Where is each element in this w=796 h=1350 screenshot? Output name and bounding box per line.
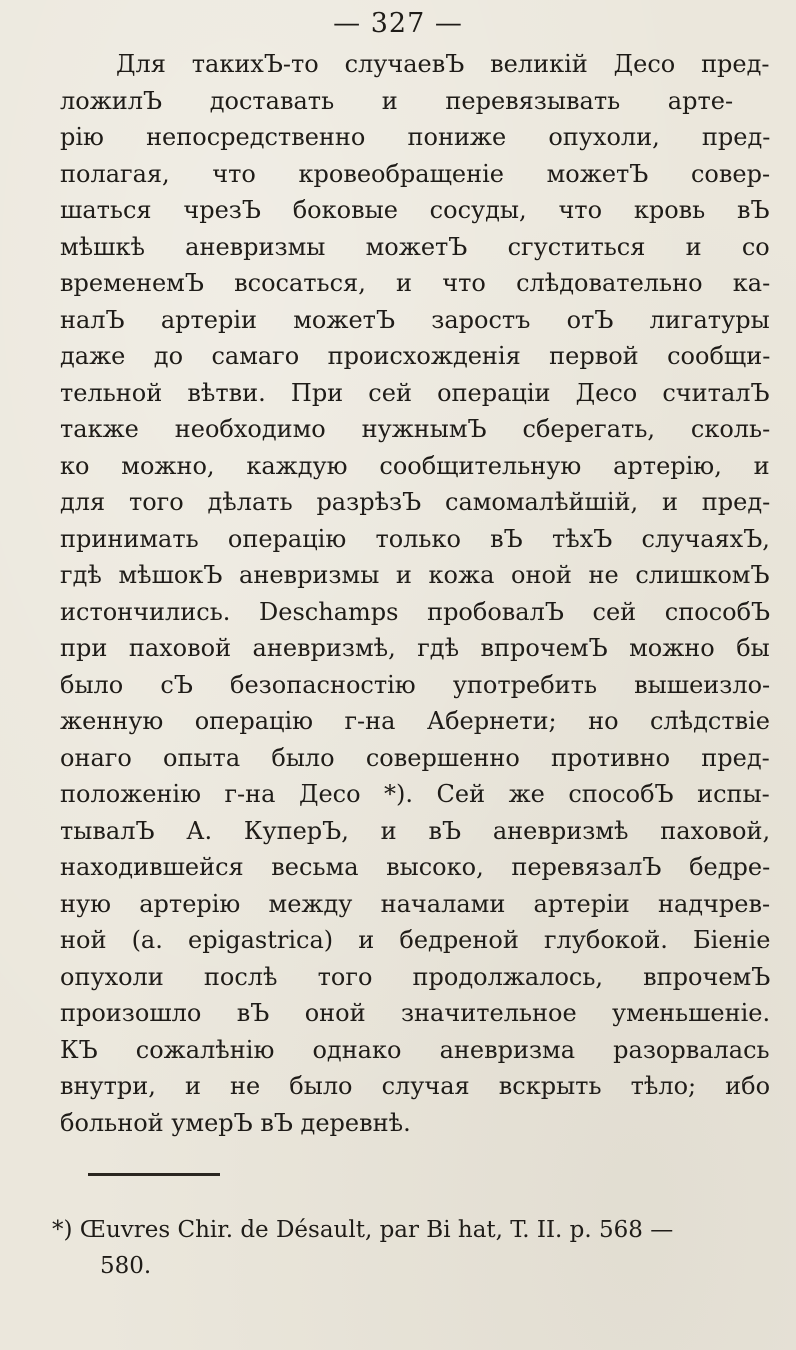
text-line [60,1032,770,1069]
line-text: тельной вѣтви. При сей операціи Десо считалЪ [60,378,770,407]
text-line [60,1068,770,1105]
line-text: внутри, и не было случая вскрыть тѣло; ибо [60,1072,771,1100]
line-text: гдѣ мѣшокЪ аневризмы и кожа оной не слишкомЪ [60,561,770,589]
text-line [60,776,770,813]
line-text: опухоли послѣ того продолжалось, впрочемЪ [60,962,771,991]
footnote-line: *) Œuvres Chir. de Désault, par Bi hat, T. II. p. 568 — [52,1217,674,1243]
line-text: временемЪ всосаться, и что слѣдовательно ка- [60,269,771,297]
text-line [60,557,770,594]
text-line [60,338,770,375]
line-text: онаго опыта было совершенно противно пред- [60,743,770,772]
line-text: принимать операцію только вЪ тѣхЪ случаяхЪ, [60,524,770,553]
footnote-line: 580. [100,1253,152,1279]
line-text: налЪ артеріи можетЪ заростъ отЪ лигатуры [60,305,770,334]
text-line [60,1105,770,1142]
text-line [60,995,770,1032]
line-text: шаться чрезЪ боковые сосуды, что кровь вЪ [60,196,770,224]
line-text: ную артерію между началами артеріи надчрев- [60,889,771,918]
line-text: ко можно, каждую сообщительную артерію, и [60,451,770,480]
text-line [60,667,770,704]
text-line [60,411,770,448]
footnote [52,1212,772,1284]
line-text: рію непосредственно пониже опухоли, пред- [60,123,771,151]
text-line [60,375,770,412]
text-line [60,46,770,83]
text-line [60,484,770,521]
text-line [60,119,770,156]
text-line [60,448,770,485]
text-line [60,849,770,886]
line-text: женную операцію г-на Абернети; но слѣдствіе [60,707,770,735]
line-text: было сЪ безопасностію употребить вышеизло- [60,670,771,699]
line-text: ной (a. epigastrica) и бедреной глубокой. Біеніе [60,926,771,954]
line-text: Для такихЪ-то случаевЪ великій Десо пред- [116,50,770,78]
text-line [60,594,770,631]
text-line [60,959,770,996]
line-text: больной умерЪ вЪ деревнѣ. [60,1108,411,1137]
text-line [60,740,770,777]
text-line [60,192,770,229]
line-text: произошло вЪ оной значительное уменьшеніе. [60,999,771,1027]
line-text: мѣшкѣ аневризмы можетЪ сгуститься и со [60,232,770,261]
text-line [60,83,770,120]
text-line [60,302,770,339]
text-line [60,229,770,266]
line-text: при паховой аневризмѣ, гдѣ впрочемЪ можно бы [60,634,770,662]
line-text: также необходимо нужнымЪ сберегать, сколь- [60,415,771,443]
text-line [60,813,770,850]
text-line [60,630,770,667]
line-text: для того дѣлать разрѣзЪ самомалѣйшій, и пред- [60,488,771,516]
line-text: КЪ сожалѣнію однако аневризма разорвалась [60,1035,770,1064]
line-text: истончились. Deschamps пробовалЪ сей способЪ [60,597,771,626]
text-line [60,922,770,959]
text-line [60,156,770,193]
text-line [60,703,770,740]
line-text: даже до самаго происхожденія первой сообщи- [60,342,771,370]
body-text [60,46,770,1141]
text-line [60,886,770,923]
text-line [60,521,770,558]
text-line [60,265,770,302]
line-text: находившейся весьма высоко, перевязалЪ бедре- [60,853,771,881]
line-text: полагая, что кровеобращеніе можетЪ совер- [60,159,771,188]
line-text: тывалЪ А. КуперЪ, и вЪ аневризмѣ паховой, [60,816,771,845]
line-text: ложилЪ доставать и перевязывать арте- [60,86,734,115]
line-text: положенію г-на Десо *). Сей же способЪ испы- [60,780,770,808]
footnote-rule [88,1173,220,1176]
page-number: — 327 — [333,8,463,39]
